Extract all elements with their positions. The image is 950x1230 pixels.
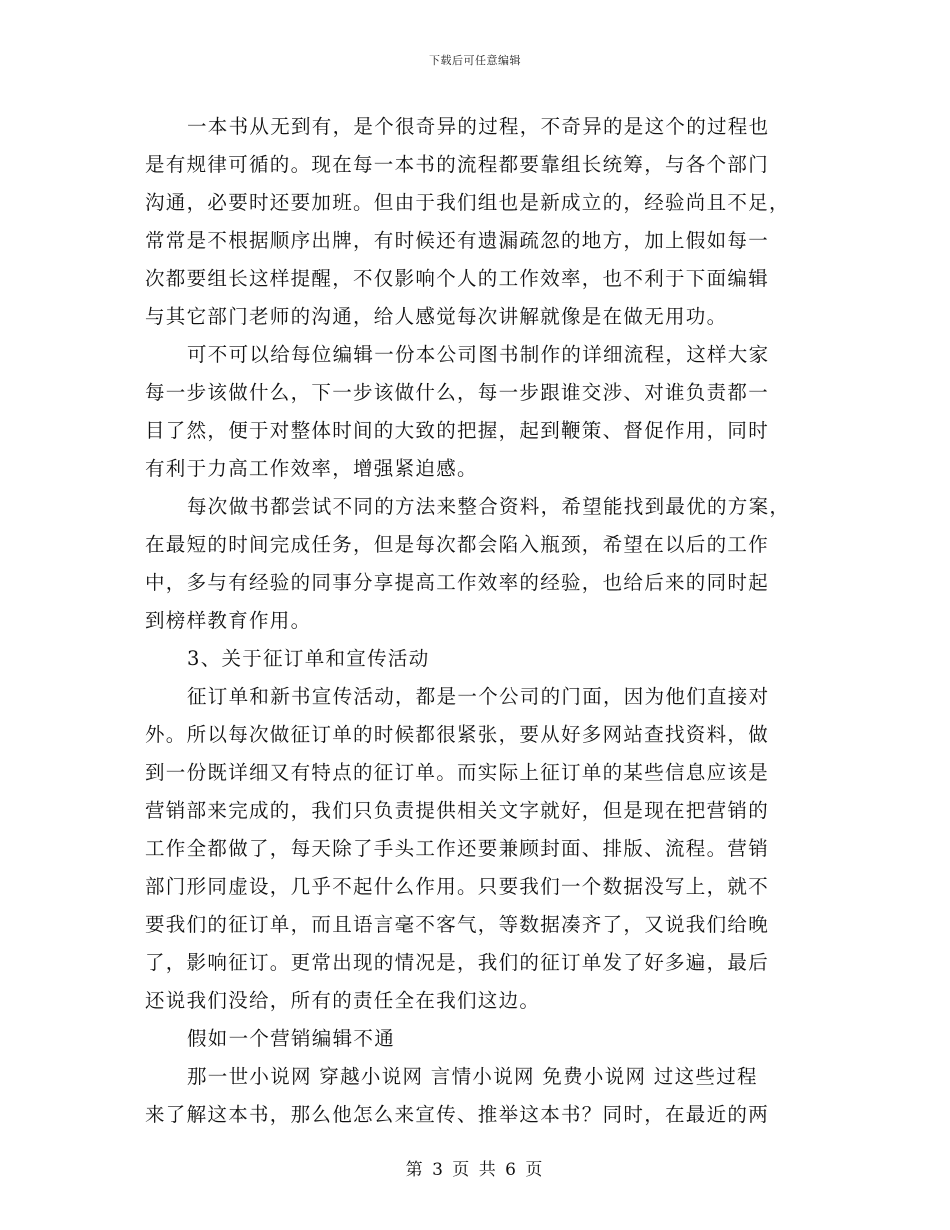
text-line: 那一世小说网 穿越小说网 言情小说网 免费小说网 过这些过程	[187, 1065, 758, 1088]
text-line: 外。所以每次做征订单的时候都很紧张，要从好多网站查找资料，做	[145, 723, 770, 746]
document-body	[145, 108, 800, 1134]
text-line: 到榜样教育作用。	[145, 609, 312, 632]
text-line: 次都要组长这样提醒，不仅影响个人的工作效率，也不利于下面编辑	[145, 267, 770, 290]
text-line: 是有规律可循的。现在每一本书的流程都要靠组长统筹，与各个部门	[145, 153, 770, 176]
text-line: 在最短的时间完成任务，但是每次都会陷入瓶颈，希望在以后的工作	[145, 533, 770, 556]
text-line: 3、关于征订单和宣传活动	[187, 647, 430, 670]
page-header: 下载后可任意编辑	[429, 54, 521, 67]
text-line: 每一步该做什么，下一步该做什么，每一步跟谁交涉、对谁负责都一	[145, 381, 770, 404]
text-line: 工作全都做了，每天除了手头工作还要兼顾封面、排版、流程。营销	[145, 837, 770, 860]
text-line: 可不可以给每位编辑一份本公司图书制作的详细流程，这样大家	[187, 343, 770, 366]
text-line: 假如一个营销编辑不通	[187, 1027, 396, 1050]
text-line: 营销部来完成的，我们只负责提供相关文字就好，但是现在把营销的	[145, 799, 770, 822]
text-line: 要我们的征订单，而且语言毫不客气，等数据凑齐了，又说我们给晚	[145, 913, 770, 936]
text-line: 沟通，必要时还要加班。但由于我们组也是新成立的，经验尚且不足，	[145, 191, 790, 214]
text-line: 常常是不根据顺序出牌，有时候还有遗漏疏忽的地方，加上假如每一	[145, 229, 770, 252]
text-line: 与其它部门老师的沟通，给人感觉每次讲解就像是在做无用功。	[145, 305, 728, 328]
text-line: 了，影响征订。更常出现的情况是，我们的征订单发了好多遍，最后	[145, 951, 770, 974]
text-line: 一本书从无到有，是个很奇异的过程，不奇异的是这个的过程也	[187, 115, 770, 138]
text-line: 有利于力高工作效率，增强紧迫感。	[145, 457, 478, 480]
text-line: 来了解这本书，那么他怎么来宣传、推举这本书？同时，在最近的两	[145, 1103, 770, 1126]
text-line: 还说我们没给，所有的责任全在我们这边。	[145, 989, 541, 1012]
text-line: 每次做书都尝试不同的方法来整合资料，希望能找到最优的方案，	[187, 495, 791, 518]
page-number: 第 3 页 共 6 页	[405, 1160, 545, 1180]
text-line: 部门形同虚设，几乎不起什么作用。只要我们一个数据没写上，就不	[145, 875, 770, 898]
text-line: 目了然，便于对整体时间的大致的把握，起到鞭策、督促作用，同时	[145, 419, 770, 442]
text-line: 征订单和新书宣传活动，都是一个公司的门面，因为他们直接对	[187, 685, 770, 708]
text-line: 到一份既详细又有特点的征订单。而实际上征订单的某些信息应该是	[145, 761, 770, 784]
text-line: 中，多与有经验的同事分享提高工作效率的经验，也给后来的同时起	[145, 571, 770, 594]
